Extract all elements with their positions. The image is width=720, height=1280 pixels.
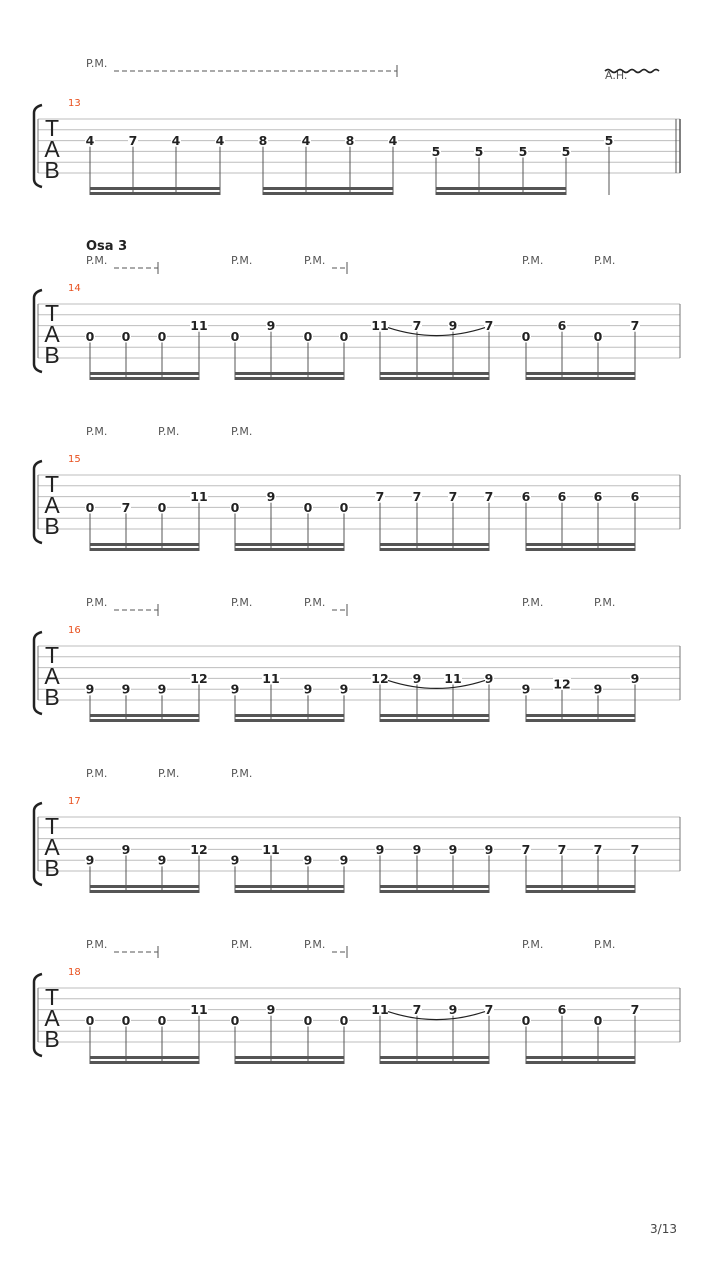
- beam: [90, 890, 199, 893]
- fret-number: 9: [448, 1002, 458, 1018]
- beam: [436, 187, 566, 190]
- fret-number: 4: [388, 133, 398, 149]
- fret-number: 9: [303, 852, 313, 868]
- fret-number: 9: [266, 1002, 276, 1018]
- tab-clef-letter: T: [44, 471, 60, 497]
- fret-number: 8: [345, 133, 355, 149]
- palm-mute-label: P.M.: [231, 938, 253, 951]
- fret-number: 12: [553, 676, 571, 692]
- measure-number: 17: [68, 796, 81, 807]
- beam: [90, 377, 199, 380]
- palm-mute-label: P.M.: [231, 767, 253, 780]
- tab-system: [34, 57, 680, 195]
- beam: [90, 885, 199, 888]
- fret-number: 7: [557, 841, 567, 857]
- palm-mute-label: P.M.: [231, 425, 253, 438]
- palm-mute-label: P.M.: [522, 596, 544, 609]
- beam: [380, 1056, 489, 1059]
- palm-mute-label: P.M.: [86, 938, 108, 951]
- palm-mute-label: P.M.: [86, 254, 108, 267]
- fret-number: 9: [339, 681, 349, 697]
- palm-mute-label: P.M.: [86, 425, 108, 438]
- palm-mute-label: P.M.: [594, 596, 616, 609]
- fret-number: 0: [339, 1012, 349, 1028]
- fret-number: 9: [266, 318, 276, 334]
- tab-clef-letter: A: [44, 1005, 60, 1031]
- tab-clef-letter: B: [44, 855, 60, 881]
- fret-number: 9: [121, 841, 131, 857]
- fret-number: 7: [412, 489, 422, 505]
- palm-mute-label: P.M.: [304, 254, 326, 267]
- fret-number: 7: [630, 841, 640, 857]
- tab-clef-letter: A: [44, 492, 60, 518]
- fret-number: 7: [484, 489, 494, 505]
- fret-number: 5: [604, 133, 614, 149]
- fret-number: 7: [412, 1002, 422, 1018]
- beam: [235, 543, 344, 546]
- fret-number: 9: [266, 489, 276, 505]
- fret-number: 9: [230, 681, 240, 697]
- fret-number: 7: [412, 318, 422, 334]
- palm-mute-label: P.M.: [231, 596, 253, 609]
- fret-number: 6: [521, 489, 531, 505]
- fret-number: 0: [339, 499, 349, 515]
- tab-clef-letter: B: [44, 684, 60, 710]
- slur: [388, 680, 485, 688]
- tab-clef-letter: A: [44, 663, 60, 689]
- beam: [90, 1061, 199, 1064]
- beam: [380, 548, 489, 551]
- beam: [235, 372, 344, 375]
- fret-number: 7: [593, 841, 603, 857]
- beam: [90, 372, 199, 375]
- fret-number: 12: [190, 841, 208, 857]
- palm-mute-label: P.M.: [86, 596, 108, 609]
- beam: [263, 192, 393, 195]
- fret-number: 6: [593, 489, 603, 505]
- beam: [235, 1061, 344, 1064]
- fret-number: 0: [157, 499, 167, 515]
- fret-number: 0: [85, 499, 95, 515]
- fret-number: 9: [412, 670, 422, 686]
- fret-number: 4: [85, 133, 95, 149]
- fret-number: 12: [190, 670, 208, 686]
- tab-clef-letter: A: [44, 321, 60, 347]
- tab-clef-letter: A: [44, 136, 60, 162]
- beam: [263, 187, 393, 190]
- tab-clef-letter: T: [44, 300, 60, 326]
- tab-system: [34, 425, 680, 551]
- beam: [90, 714, 199, 717]
- beam: [235, 377, 344, 380]
- beam: [526, 885, 635, 888]
- beam: [526, 543, 635, 546]
- fret-number: 6: [630, 489, 640, 505]
- measure-number: 13: [68, 98, 81, 109]
- beam: [380, 890, 489, 893]
- fret-number: 0: [85, 1012, 95, 1028]
- tab-clef-letter: A: [44, 834, 60, 860]
- fret-number: 9: [303, 681, 313, 697]
- palm-mute-label: P.M.: [158, 425, 180, 438]
- tab-clef-letter: T: [44, 115, 60, 141]
- fret-number: 0: [303, 328, 313, 344]
- beam: [526, 1056, 635, 1059]
- fret-number: 9: [85, 852, 95, 868]
- slur: [388, 328, 485, 336]
- palm-mute-label: P.M.: [522, 254, 544, 267]
- page-number: 3/13: [650, 1222, 677, 1236]
- beam: [90, 719, 199, 722]
- palm-mute-label: P.M.: [304, 938, 326, 951]
- fret-number: 7: [121, 499, 131, 515]
- palm-mute-label: P.M.: [86, 767, 108, 780]
- fret-number: 9: [484, 670, 494, 686]
- beam: [380, 885, 489, 888]
- fret-number: 0: [121, 1012, 131, 1028]
- fret-number: 9: [484, 841, 494, 857]
- fret-number: 7: [484, 1002, 494, 1018]
- tab-system: [34, 239, 680, 380]
- fret-number: 7: [521, 841, 531, 857]
- tab-clef-letter: B: [44, 342, 60, 368]
- fret-number: 5: [431, 143, 441, 159]
- fret-number: 6: [557, 318, 567, 334]
- fret-number: 0: [157, 1012, 167, 1028]
- palm-mute-label: P.M.: [304, 596, 326, 609]
- beam: [380, 719, 489, 722]
- fret-number: 8: [258, 133, 268, 149]
- fret-number: 11: [444, 670, 462, 686]
- palm-mute-label: P.M.: [522, 938, 544, 951]
- fret-number: 7: [448, 489, 458, 505]
- beam: [235, 885, 344, 888]
- fret-number: 0: [521, 328, 531, 344]
- fret-number: 11: [371, 1002, 389, 1018]
- fret-number: 0: [593, 328, 603, 344]
- beam: [436, 192, 566, 195]
- beam: [380, 372, 489, 375]
- tab-clef-letter: T: [44, 642, 60, 668]
- tab-clef-letter: B: [44, 157, 60, 183]
- tab-system: [34, 938, 680, 1064]
- fret-number: 9: [448, 841, 458, 857]
- beam: [235, 714, 344, 717]
- tab-clef-letter: B: [44, 1026, 60, 1052]
- fret-number: 0: [85, 328, 95, 344]
- fret-number: 0: [339, 328, 349, 344]
- fret-number: 0: [230, 328, 240, 344]
- fret-number: 5: [518, 143, 528, 159]
- palm-mute-label: P.M.: [86, 57, 108, 70]
- palm-mute-label: P.M.: [231, 254, 253, 267]
- fret-number: 4: [171, 133, 181, 149]
- beam: [235, 548, 344, 551]
- beam: [526, 377, 635, 380]
- measure-number: 18: [68, 967, 81, 978]
- beam: [90, 548, 199, 551]
- fret-number: 11: [190, 1002, 208, 1018]
- slur: [388, 1012, 485, 1020]
- fret-number: 11: [190, 318, 208, 334]
- fret-number: 9: [375, 841, 385, 857]
- beam: [380, 1061, 489, 1064]
- fret-number: 9: [412, 841, 422, 857]
- artificial-harmonic-label: A.H.: [605, 69, 628, 82]
- beam: [526, 1061, 635, 1064]
- fret-number: 9: [157, 852, 167, 868]
- fret-number: 7: [484, 318, 494, 334]
- tab-clef-letter: T: [44, 813, 60, 839]
- beam: [90, 1056, 199, 1059]
- beam: [526, 890, 635, 893]
- fret-number: 5: [474, 143, 484, 159]
- beam: [526, 548, 635, 551]
- beam: [380, 714, 489, 717]
- fret-number: 9: [339, 852, 349, 868]
- fret-number: 5: [561, 143, 571, 159]
- palm-mute-label: P.M.: [594, 938, 616, 951]
- beam: [380, 543, 489, 546]
- fret-number: 9: [85, 681, 95, 697]
- beam: [235, 1056, 344, 1059]
- measure-number: 16: [68, 625, 81, 636]
- palm-mute-label: P.M.: [158, 767, 180, 780]
- fret-number: 7: [128, 133, 138, 149]
- fret-number: 0: [521, 1012, 531, 1028]
- beam: [380, 377, 489, 380]
- fret-number: 4: [301, 133, 311, 149]
- tab-clef-letter: T: [44, 984, 60, 1010]
- fret-number: 11: [371, 318, 389, 334]
- beam: [526, 714, 635, 717]
- fret-number: 9: [157, 681, 167, 697]
- fret-number: 9: [593, 681, 603, 697]
- fret-number: 7: [630, 1002, 640, 1018]
- beam: [90, 543, 199, 546]
- measure-number: 15: [68, 454, 81, 465]
- beam: [90, 192, 220, 195]
- fret-number: 7: [375, 489, 385, 505]
- fret-number: 0: [230, 1012, 240, 1028]
- section-label: Osa 3: [86, 239, 128, 254]
- beam: [235, 890, 344, 893]
- tab-system: [34, 596, 680, 722]
- fret-number: 0: [303, 499, 313, 515]
- fret-number: 6: [557, 1002, 567, 1018]
- fret-number: 0: [121, 328, 131, 344]
- fret-number: 4: [215, 133, 225, 149]
- measure-number: 14: [68, 283, 81, 294]
- fret-number: 12: [371, 670, 389, 686]
- fret-number: 0: [593, 1012, 603, 1028]
- beam: [90, 187, 220, 190]
- fret-number: 9: [630, 670, 640, 686]
- fret-number: 11: [262, 841, 280, 857]
- fret-number: 0: [303, 1012, 313, 1028]
- fret-number: 9: [230, 852, 240, 868]
- tab-clef-letter: B: [44, 513, 60, 539]
- fret-number: 9: [521, 681, 531, 697]
- fret-number: 9: [121, 681, 131, 697]
- fret-number: 0: [230, 499, 240, 515]
- fret-number: 0: [157, 328, 167, 344]
- beam: [235, 719, 344, 722]
- fret-number: 6: [557, 489, 567, 505]
- palm-mute-label: P.M.: [594, 254, 616, 267]
- tab-system: [34, 767, 680, 893]
- beam: [526, 372, 635, 375]
- fret-number: 9: [448, 318, 458, 334]
- fret-number: 11: [190, 489, 208, 505]
- beam: [526, 719, 635, 722]
- fret-number: 7: [630, 318, 640, 334]
- fret-number: 11: [262, 670, 280, 686]
